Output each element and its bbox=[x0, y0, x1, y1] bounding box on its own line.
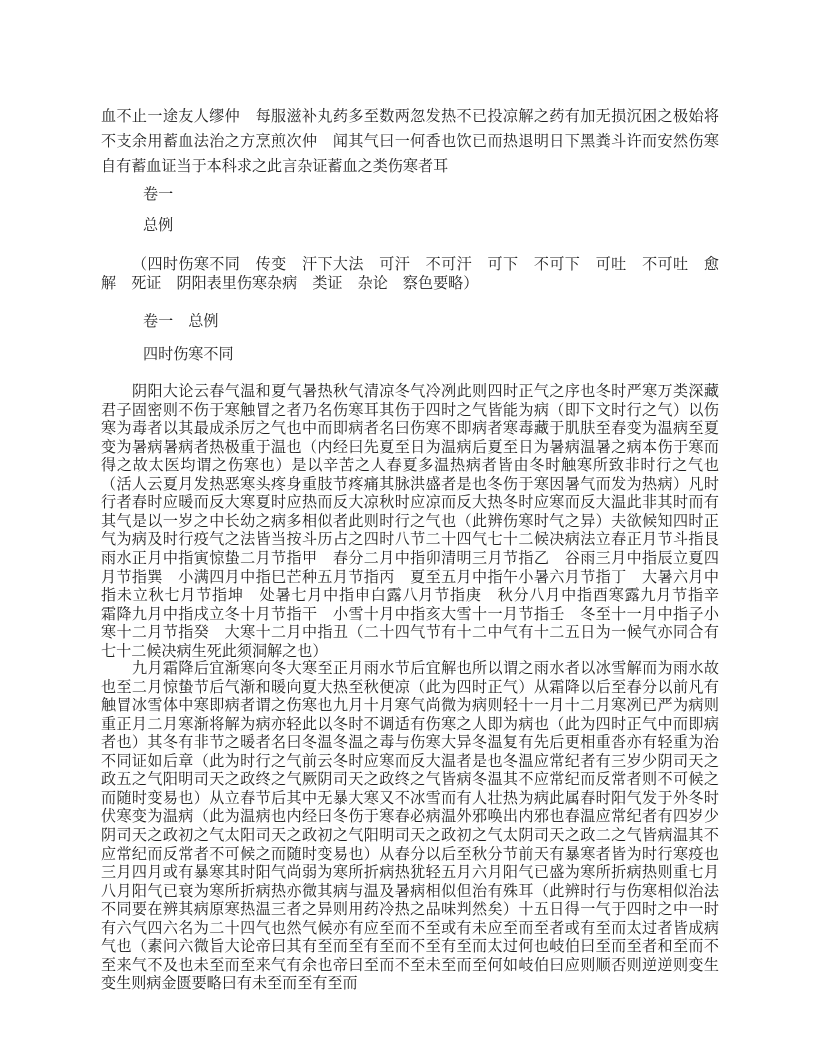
paragraph-frost-descent: 九月霜降后宜渐寒向冬大寒至正月雨水节后宜解也所以谓之雨水者以冰雪解而为雨水故也至二月惊蛰节后气渐和暖向夏大热至秋便凉（此为四时正气）从霜降以后至春分以前凡有触冒冰雪体中寒即病者谓之伤寒也九月十月寒气尚微为病则轻十一月十二月寒冽已严为病则重正月二月寒渐将解为病亦轻此以冬时不调适有伤寒之人即为病也（此为四时正气中而即病者也）其冬有非节之暖者名曰冬温冬温之毒与伤寒大异冬温复有先后更相重沓亦有轻重为治不同证如后章（此为时行之气前云冬时应寒而反大温者是也冬温应常纪者有三岁少阴司天之政五之气阳明司天之政终之气厥阴司天之政终之气皆病冬温其不应常纪而反常者则不可候之而随时变易也）从立春节后其中无暴大寒又不冰雪而有人壮热为病此属春时阳气发于外冬时伏寒变为温病（此为温病也内经曰冬伤于寒春必病温外邪唤出内邪也春温应常纪者有四岁少阴司天之政初之气太阳司天之政初之气阳明司天之政初之气太阴司天之政二之气皆病温其不应常纪而反常者不可候之而随时变易也）从春分以后至秋分节前天有暴寒者皆为时行寒疫也三月四月或有暴寒其时阳气尚弱为寒所折病热犹轻五月六月阳气已盛为寒所折病热则重七月八月阳气已衰为寒所折病热亦微其病与温及暑病相似但治有殊耳（此辨时行与伤寒相似治法不同要在辨其病原寒热温三者之异则用药冷热之品味判然矣）十五日得一气于四时之中一时有六气四六名为二十四气也然气候亦有应至而不至或有未应至而至者或有至而太过者皆成病气也（素问六微旨大论帝曰其有至而至有至而不至有至而太过何也岐伯曰至而至者和至而不至来气不及也未至而至来气有余也帝曰至而不至未至而至何如岐伯曰应则顺否则逆逆则变生变生则病金匮要略曰有未至而至有至而 bbox=[101, 661, 719, 993]
chapter-heading: 卷一 总例 bbox=[143, 314, 219, 331]
volume-heading: 卷一 bbox=[143, 187, 174, 204]
topic-heading: 四时伤寒不同 bbox=[143, 347, 234, 364]
section-contents-line: （四时伤寒不同 传变 汗下大法 可汗 不可汗 可下 不可下 可吐 不可吐 愈解 死证 阴阳表里伤寒杂病 类证 杂论 察色要略） bbox=[101, 257, 719, 293]
paragraph-four-seasons-qi: 阴阳大论云春气温和夏气暑热秋气清凉冬气冷冽此则四时正气之序也冬时严寒万类深藏君子固密则不伤于寒触冒之者乃名伤寒耳其伤于四时之气皆能为病（即下文时行之气）以伤寒为毒者以其最成杀厉之气也中而即病者名曰伤寒不即病者寒毒藏于肌肤至春变为温病至夏变为暑病暑病者热极重于温也（内经曰先夏至日为温病后夏至日为暑病温暑之病本伤于寒而得之故太医均谓之伤寒也）是以辛苦之人春夏多温热病者皆由冬时触寒所致非时行之气也（活人云夏月发热恶寒头疼身重肢节疼痛其脉洪盛者是也冬伤于寒因暑气而发为热病）凡时行者春时应暖而反大寒夏时应热而反大凉秋时应凉而反大热冬时应寒而反大温此非其时而有其气是以一岁之中长幼之病多相似者此则时行之气也（此辨伤寒时气之异）夫欲候知四时正气为病及时行疫气之法皆当按斗历占之四时八节二十四气七十二候决病法立春正月节斗指艮 雨水正月中指寅惊蛰二月节指甲 春分二月中指卯清明三月节指乙 谷雨三月中指辰立夏四月节指巽 小满四月中指巳芒种五月节指丙 夏至五月中指午小暑六月节指丁 大暑六月中指未立秋七月节指坤 处暑七月中指申白露八月节指庚 秋分八月中指酉寒露九月节指辛 霜降九月中指戌立冬十月节指干 小雪十月中指亥大雪十一月节指壬 冬至十一月中指子小寒十二月节指癸 大寒十二月中指丑（二十四气节有十二中气有十二五日为一候气亦同合有七十二候决病生死此须洞解之也） bbox=[101, 384, 735, 660]
section-heading: 总例 bbox=[143, 218, 174, 235]
continuation-paragraph: 血不止一途友人缪仲 每服滋补丸药多至数两忽发热不已投凉解之药有加无损沉困之极始将不支余用蓄血法治之方烹煎次仲 闻其气曰一何香也饮已而热退明日下黑粪斗许而安然伤寒自有蓄血证当于本科求之此言杂证蓄血之类伤寒者耳 bbox=[101, 109, 719, 175]
